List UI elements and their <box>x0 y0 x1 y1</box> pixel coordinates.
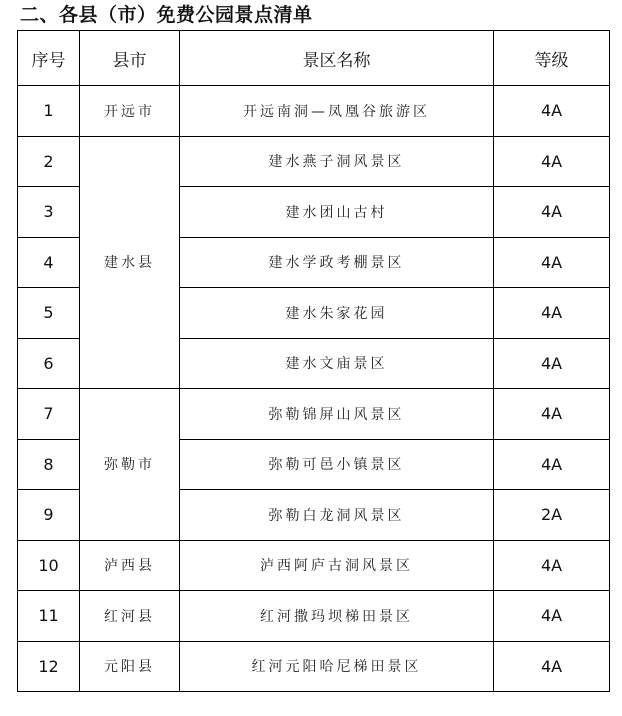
table-row <box>18 136 610 187</box>
scenic-name-cell: 建水团山古村 <box>180 187 494 238</box>
table-row <box>18 591 610 642</box>
row-number: 9 <box>18 490 80 541</box>
scenic-name-cell: 弥勒锦屏山风景区 <box>180 389 494 440</box>
row-number: 11 <box>18 591 80 642</box>
header-row <box>18 31 610 86</box>
header-no: 序号 <box>18 31 80 86</box>
row-number: 10 <box>18 540 80 591</box>
grade-cell: 4A <box>494 86 610 137</box>
row-number: 8 <box>18 439 80 490</box>
grade-cell: 4A <box>494 237 610 288</box>
row-number: 1 <box>18 86 80 137</box>
row-number: 5 <box>18 288 80 339</box>
header-county: 县市 <box>80 31 180 86</box>
grade-cell: 4A <box>494 288 610 339</box>
scenic-name-cell: 建水学政考棚景区 <box>180 237 494 288</box>
row-number: 12 <box>18 641 80 692</box>
table-row <box>18 641 610 692</box>
row-number: 6 <box>18 338 80 389</box>
row-number: 4 <box>18 237 80 288</box>
grade-cell: 4A <box>494 591 610 642</box>
page-title: 二、各县（市）免费公园景点清单 <box>20 4 313 26</box>
county-cell: 弥勒市 <box>80 389 180 541</box>
county-cell: 开远市 <box>80 86 180 137</box>
county-cell: 建水县 <box>80 136 180 389</box>
county-cell: 红河县 <box>80 591 180 642</box>
scenic-name-cell: 建水燕子洞风景区 <box>180 136 494 187</box>
grade-cell: 4A <box>494 641 610 692</box>
row-number: 7 <box>18 389 80 440</box>
grade-cell: 4A <box>494 187 610 238</box>
row-number: 3 <box>18 187 80 238</box>
scenic-name-cell: 弥勒白龙洞风景区 <box>180 490 494 541</box>
grade-cell: 2A <box>494 490 610 541</box>
grade-cell: 4A <box>494 338 610 389</box>
scenic-name-cell: 红河撒玛坝梯田景区 <box>180 591 494 642</box>
scenic-name-cell: 红河元阳哈尼梯田景区 <box>180 641 494 692</box>
grade-cell: 4A <box>494 136 610 187</box>
county-cell: 泸西县 <box>80 540 180 591</box>
grade-cell: 4A <box>494 389 610 440</box>
grade-cell: 4A <box>494 540 610 591</box>
table-row <box>18 389 610 440</box>
table-row <box>18 540 610 591</box>
scenic-name-cell: 建水朱家花园 <box>180 288 494 339</box>
scenic-name-cell: 建水文庙景区 <box>180 338 494 389</box>
scenic-spot-table <box>17 30 610 692</box>
table-row <box>18 86 610 137</box>
header-scenic-name: 景区名称 <box>180 31 494 86</box>
header-grade: 等级 <box>494 31 610 86</box>
scenic-name-cell: 开远南洞—凤凰谷旅游区 <box>180 86 494 137</box>
grade-cell: 4A <box>494 439 610 490</box>
row-number: 2 <box>18 136 80 187</box>
county-cell: 元阳县 <box>80 641 180 692</box>
scenic-name-cell: 弥勒可邑小镇景区 <box>180 439 494 490</box>
scenic-name-cell: 泸西阿庐古洞风景区 <box>180 540 494 591</box>
